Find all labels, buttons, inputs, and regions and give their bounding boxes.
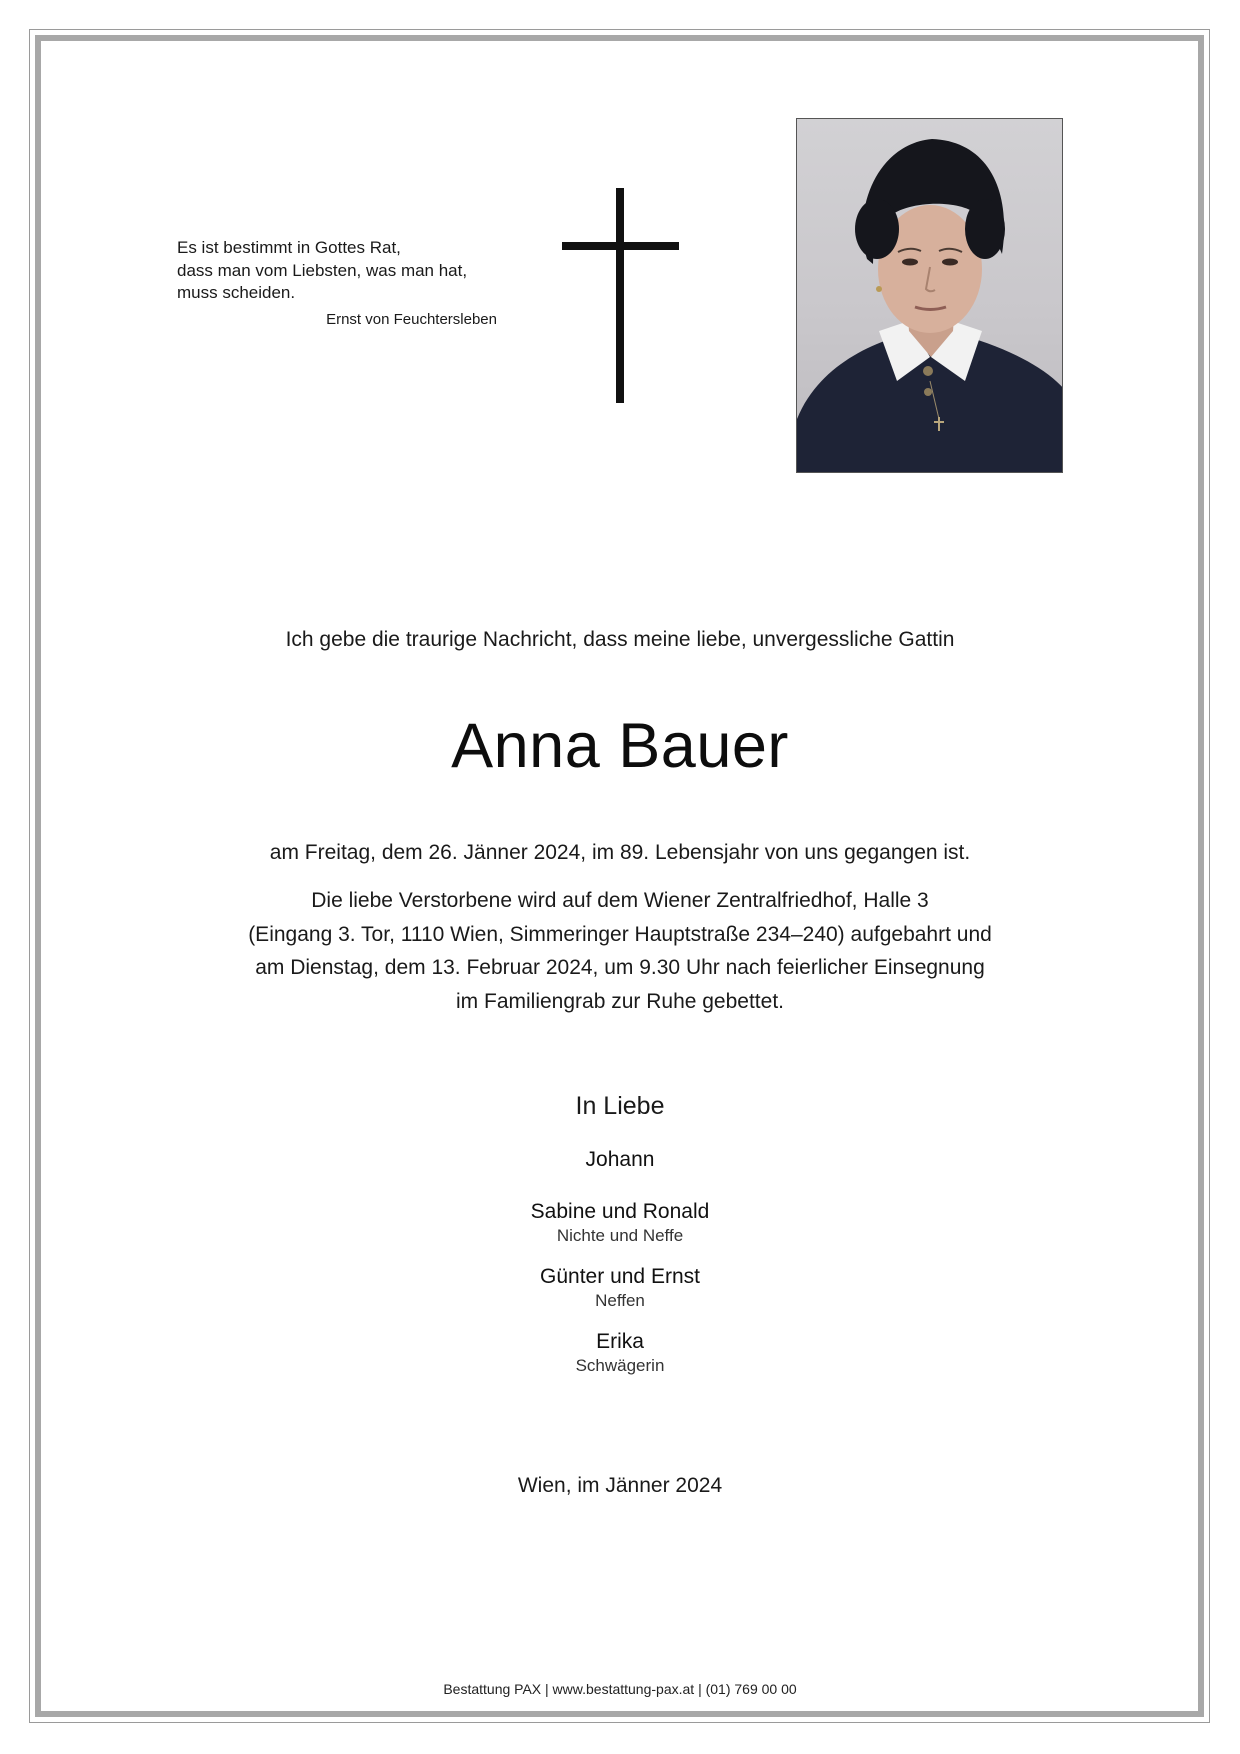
mourner-name: Erika (596, 1330, 644, 1353)
quote-author: Ernst von Feuchtersleben (326, 310, 497, 328)
mourners-heading: In Liebe (575, 1092, 665, 1120)
mourner-entry (0, 1148, 1240, 1172)
place-and-date: Wien, im Jänner 2024 (517, 1474, 723, 1497)
burial-line: (Eingang 3. Tor, 1110 Wien, Simmeringer Hauptstraße 234–240) aufgebahrt und (248, 922, 992, 946)
burial-line: Die liebe Verstorbene wird auf dem Wiener Zentralfriedhof, Halle 3 (311, 889, 929, 912)
mourner-entry (0, 1330, 1240, 1376)
burial-details (0, 884, 1240, 1018)
mourner-name: Johann (585, 1148, 655, 1171)
portrait-photo (796, 118, 1063, 473)
burial-line: am Dienstag, dem 13. Februar 2024, um 9.30 Uhr nach feierlicher Einsegnung (255, 956, 985, 979)
death-notice: am Freitag, dem 26. Jänner 2024, im 89. Lebensjahr von uns gegangen ist. (269, 841, 971, 864)
mourner-relation: Schwägerin (575, 1356, 665, 1375)
announcement-intro: Ich gebe die traurige Nachricht, dass meine liebe, unvergessliche Gattin (285, 628, 955, 651)
burial-line: im Familiengrab zur Ruhe gebettet. (456, 989, 784, 1013)
mourner-name: Günter und Ernst (540, 1265, 700, 1288)
portrait-illustration (797, 119, 1063, 473)
cross-vertical-bar (616, 188, 624, 403)
mourner-relation: Nichte und Neffe (556, 1226, 684, 1245)
mourner-entry (0, 1200, 1240, 1246)
mourner-entry (0, 1265, 1240, 1311)
quote-block (177, 237, 497, 331)
cross-horizontal-bar (562, 242, 679, 250)
mourner-relation: Neffen (595, 1291, 645, 1310)
quote-line: dass man vom Liebsten, was man hat, (177, 260, 468, 280)
footer-funeral-home: Bestattung PAX | www.bestattung-pax.at | (01) 769 00 00 (443, 1681, 797, 1697)
quote-line: muss scheiden. (177, 283, 296, 302)
quote-line: Es ist bestimmt in Gottes Rat, (177, 238, 401, 257)
mourner-name: Sabine und Ronald (530, 1200, 710, 1223)
deceased-name: Anna Bauer (451, 711, 789, 781)
